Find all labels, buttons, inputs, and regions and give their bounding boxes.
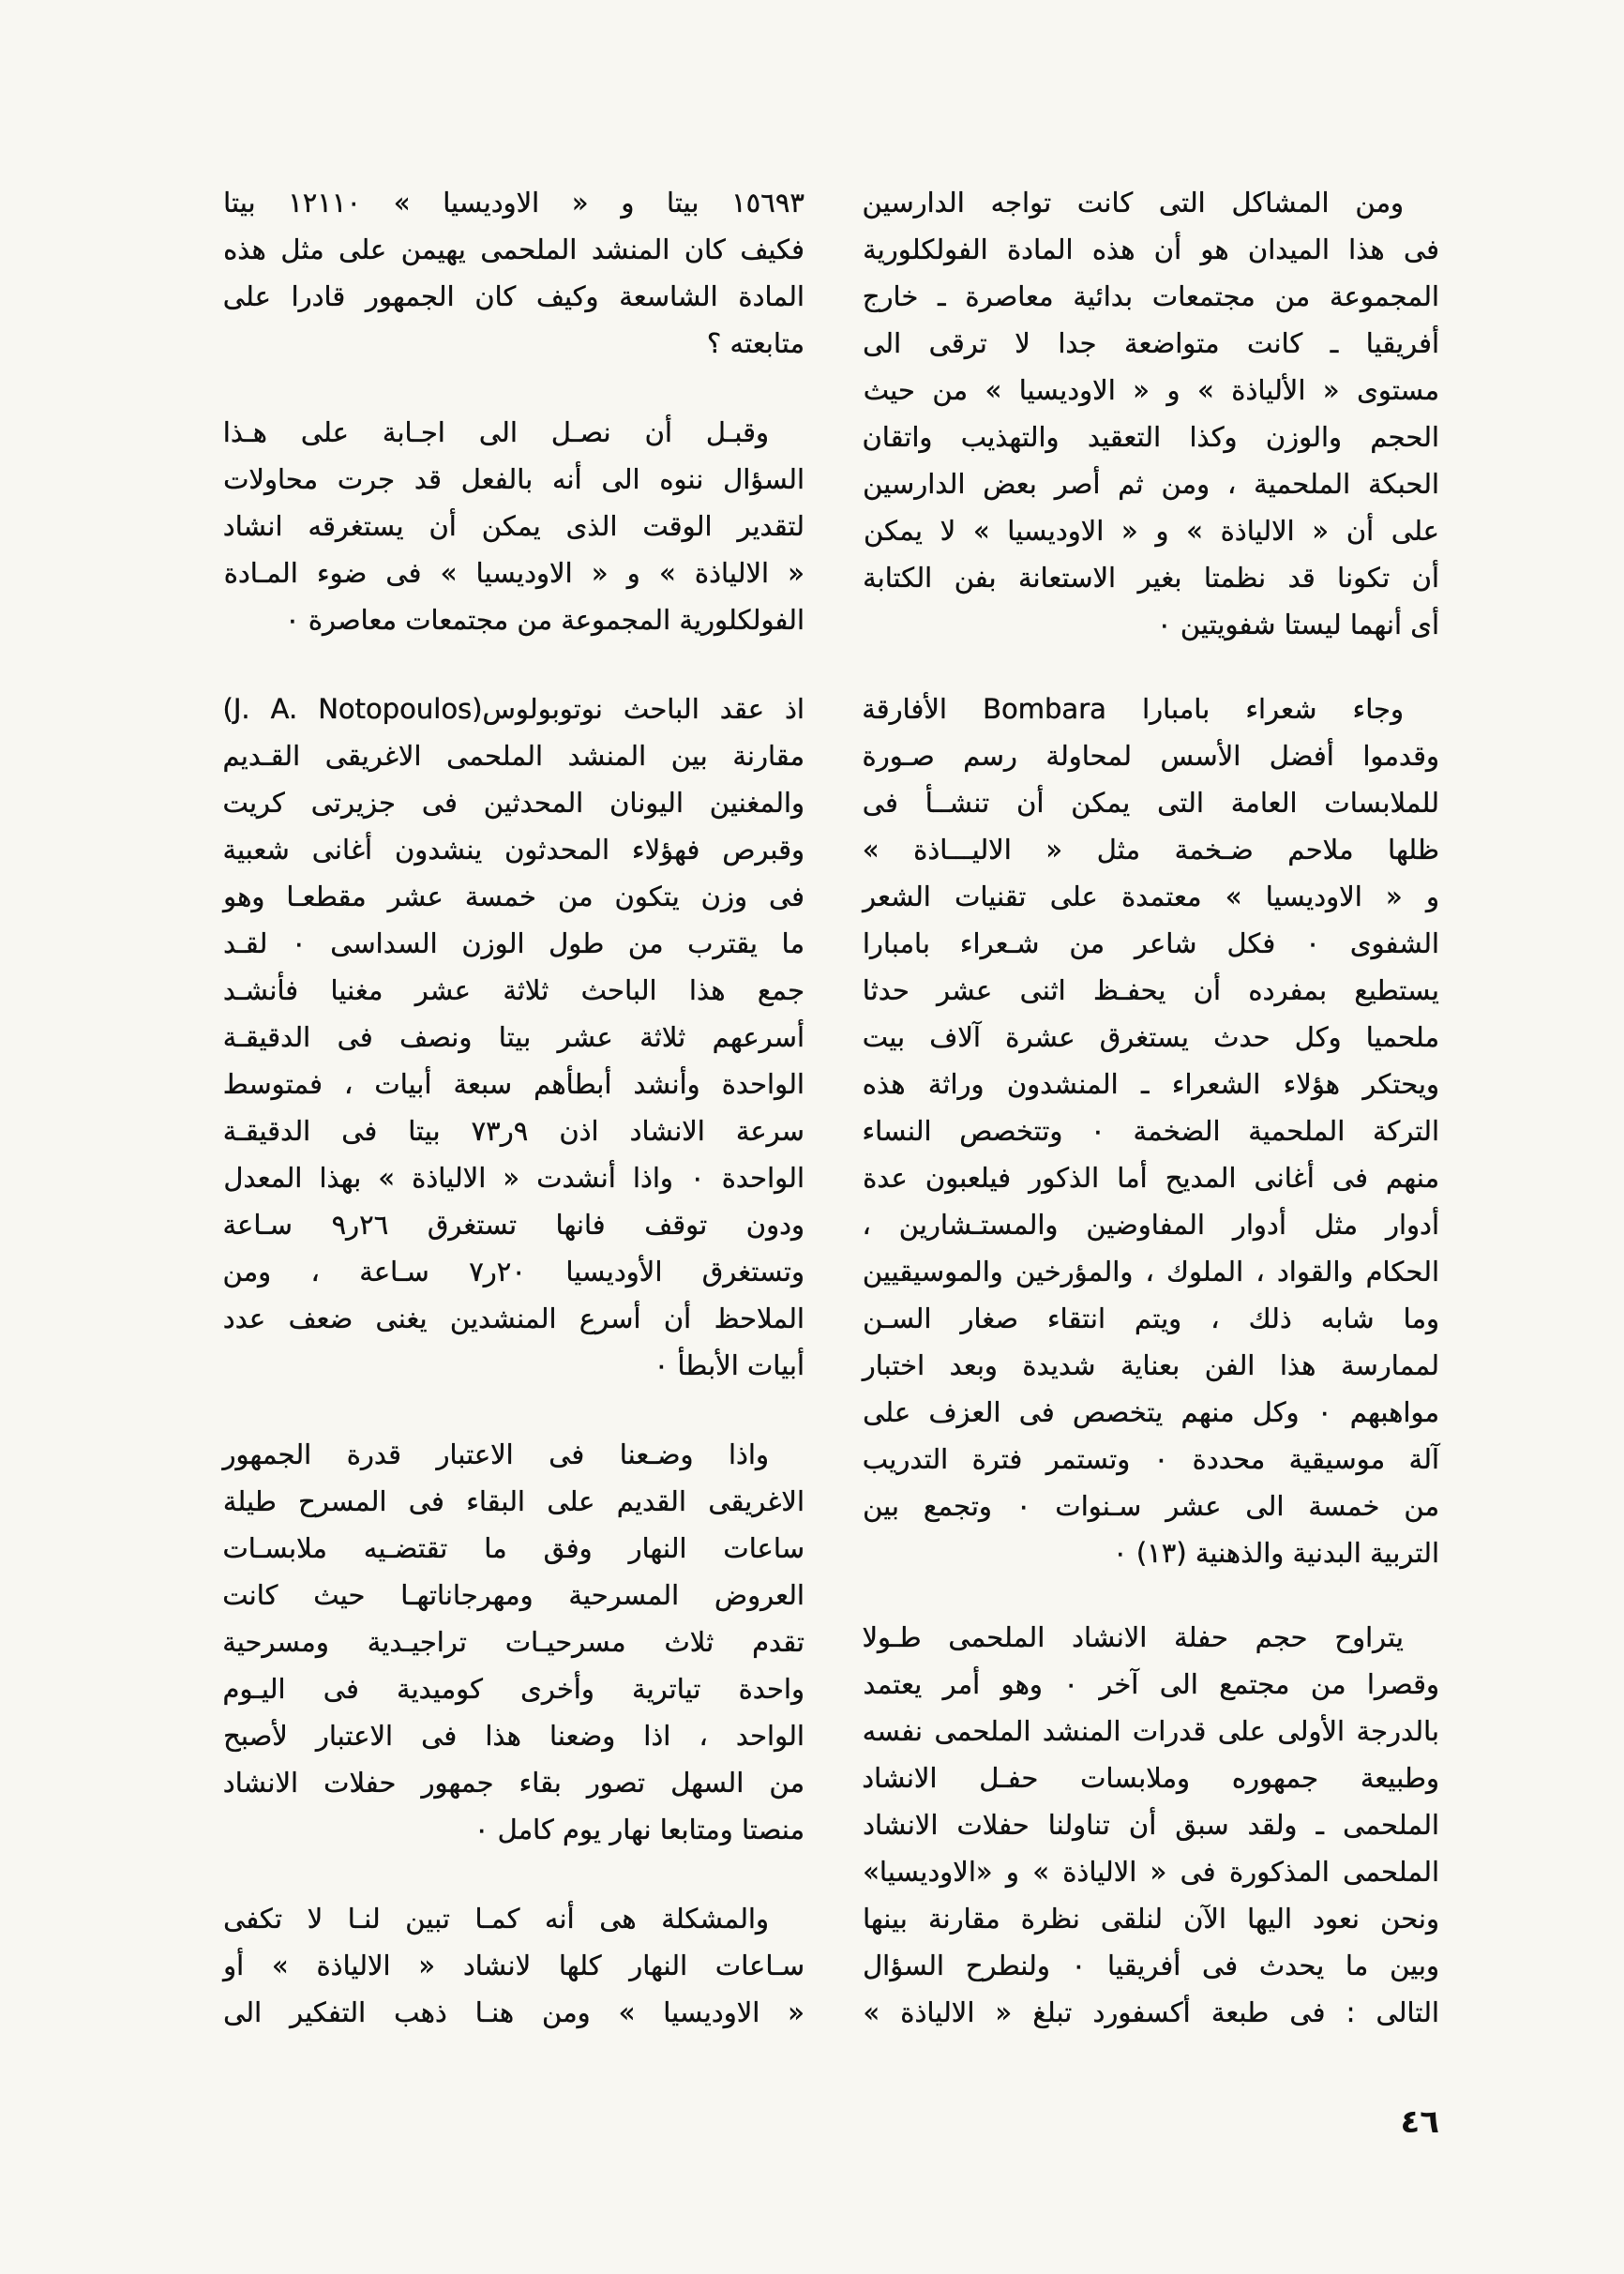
text-line: واذا وضـعنا فى الاعتبار قدرة الجمهور — [222, 1438, 769, 1470]
text-line: أبيات الأبطأ ٠ — [654, 1349, 804, 1381]
text-line: وتستغرق الأوديسيا ٢٠ر٧ سـاعة ، ومن — [222, 1256, 804, 1288]
text-line: أفريقيا ـ كانت متواضعة جدا لا ترقى الى — [863, 327, 1439, 359]
text-line: منهم فى أغانى المديح أما الذكور فيلعبون عدة — [863, 1162, 1439, 1194]
text-line: مقارنة بين المنشد الملحمى الاغريقى القـديم — [222, 740, 804, 772]
text-line: وقصرا من مجتمع الى آخر ٠ وهو أمر يعتمد — [863, 1668, 1439, 1700]
text-line: وقدموا أفضل الأسس لمحاولة رسم صـورة — [862, 740, 1439, 772]
text-line: ومن المشاكل التى كانت تواجه الدارسين — [862, 187, 1404, 218]
paragraph — [221, 1895, 804, 2036]
paragraph — [861, 1614, 1439, 2036]
text-line: جمع هذا الباحث ثلاثة عشر مغنيا فأنشـد — [222, 974, 804, 1006]
text-line: يتراوح حجم حفلة الانشاد الملحمى طـولا — [862, 1621, 1404, 1653]
text-line: أدوار مثل أدوار المفاوضين والمستـشارين ، — [862, 1209, 1439, 1241]
text-line: ما يقترب من طول الوزن السداسى ٠ لقـد — [223, 927, 804, 959]
text-line: أى أنهما ليستا شفويتين ٠ — [1157, 609, 1439, 640]
page-number: ٤٦ — [1400, 2103, 1439, 2141]
text-line: وجاء شعراء بامبارا Bombara الأفارقة — [862, 693, 1404, 725]
text-line: أسرعهم ثلاثة عشر بيتا ونصف فى الدقيقـة — [222, 1021, 804, 1053]
text-line: الملحمى المذكورة فى « الالياذة » و «الاوديسيا» — [863, 1856, 1439, 1888]
text-line: والمشكلة هى أنه كمـا تبين لنـا لا تكفى — [223, 1903, 769, 1935]
paragraph — [221, 409, 804, 643]
paragraph — [861, 685, 1439, 1576]
text-line: والمغنين اليونان المحدثين فى جزيرتى كريت — [222, 787, 804, 819]
text-line: من السهل تصور بقاء جمهور حفلات الانشاد — [222, 1767, 804, 1799]
text-line: السؤال ننوه الى أنه بالفعل قد جرت محاولات — [223, 463, 804, 495]
text-line: الواحد ، اذا وضعنا هذا فى الاعتبار لأصبح — [223, 1720, 804, 1752]
text-line: الشفوى ٠ فكل شاعر من شـعراء بامبارا — [862, 927, 1439, 959]
text-line: سرعة الانشاد اذن ٩ر٧٣ بيتا فى الدقيقـة — [222, 1115, 804, 1147]
text-line: وطبيعة جمهوره وملابسات حفـل الانشاد — [862, 1762, 1439, 1794]
text-line: و « الاوديسيا » معتمدة على تقنيات الشعر — [863, 881, 1439, 912]
text-line: الملاحظ أن أسرع المنشدين يغنى ضعف عدد — [222, 1303, 804, 1334]
text-line: المجموعة من مجتمعات بدائية معاصرة ـ خارج — [862, 280, 1439, 312]
text-line: أن تكونا قد نظمتا بغير الاستعانة بفن الكتابة — [863, 562, 1439, 594]
text-line: للملابسات العامة التى يمكن أن تنشــأ فى — [862, 787, 1439, 819]
text-line: وبين ما يحدث فى أفريقيا ٠ ولنطرح السؤال — [863, 1950, 1439, 1981]
text-line: تقدم ثلاث مسرحيـات تراجيـدية ومسرحية — [222, 1626, 804, 1658]
paragraph — [221, 685, 804, 1389]
text-line: الحكام والقواد ، الملوك ، والمؤرخين والموسيقيين — [862, 1256, 1439, 1288]
text-line: المادة الشاسعة وكيف كان الجمهور قادرا على — [222, 280, 804, 312]
text-line: الفولكلورية المجموعة من مجتمعات معاصرة ٠ — [285, 604, 804, 636]
paragraph — [221, 1431, 804, 1853]
text-line: واحدة تياترية وأخرى كوميدية فى اليـوم — [222, 1673, 804, 1705]
paragraph — [861, 179, 1439, 648]
text-line: الاغريقى القديم على البقاء فى المسرح طيلة — [222, 1485, 804, 1517]
text-line: ويحتكر هؤلاء الشعراء ـ المنشدون وراثة هذه — [862, 1068, 1439, 1100]
text-line: ظلها ملاحم ضـخمة مثل « الاليـــاذة » — [862, 834, 1439, 866]
text-line: لممارسة هذا الفن بعناية شديدة وبعد اختبار — [862, 1349, 1439, 1381]
left-column — [221, 179, 804, 2036]
text-line: منصتا ومتابعا نهار يوم كامل ٠ — [474, 1814, 804, 1845]
text-line: متابعته ؟ — [706, 327, 804, 359]
text-line: الواحدة ٠ واذا أنشدت « الالياذة » بهذا المعدل — [223, 1162, 804, 1194]
text-line: آلة موسيقية محددة ٠ وتستمر فترة التدريب — [862, 1443, 1439, 1475]
text-line: الملحمى ـ ولقد سبق أن تناولنا حفلات الانشاد — [863, 1809, 1439, 1841]
right-column — [861, 179, 1439, 2036]
text-line: على أن « الالياذة » و « الاوديسيا » لا يمكن — [864, 515, 1439, 547]
text-line: فى وزن يتكون من خمسة عشر مقطعـا وهو — [223, 881, 804, 912]
text-line: اذ عقد الباحث نوتوبولوس(J. A. Notopoulos) — [222, 693, 804, 725]
text-line: وقبـل أن نصـل الى اجـابة على هـذا — [222, 416, 769, 448]
text-line: لتقدير الوقت الذى يمكن أن يستغرقه انشاد — [222, 510, 804, 542]
text-line: الحبكة الملحمية ، ومن ثم أصر بعض الدارسين — [863, 468, 1439, 500]
text-line: العروض المسرحية ومهرجاناتهـا حيث كانت — [222, 1579, 804, 1611]
text-line: مستوى « الألياذة » و « الاوديسيا » من حيث — [863, 374, 1439, 406]
text-line: التربية البدنية والذهنية (١٣) ٠ — [1113, 1537, 1439, 1569]
text-line: « الالياذة » و « الاوديسيا » فى ضوء المـادة — [223, 557, 804, 589]
text-line: مواهبهم ٠ وكل منهم يتخصص فى العزف على — [863, 1396, 1439, 1428]
text-line: سـاعات النهار كلها لانشاد « الالياذة » أو — [223, 1950, 804, 1981]
text-line: يستطيع بمفرده أن يحفـظ اثنى عشر حدثا — [862, 974, 1439, 1006]
text-line: ١٥٦٩٣ بيتا و « الاوديسيا » ١٢١١٠ بيتا — [223, 187, 804, 218]
text-line: ملحميا وكل حدث يستغرق عشرة آلاف بيت — [862, 1021, 1439, 1053]
text-line: التالى : فى طبعة أكسفورد تبلغ « الالياذة » — [863, 1996, 1439, 2028]
text-line: من خمسة الى عشر سـنوات ٠ وتجمع بين — [863, 1490, 1439, 1522]
text-line: فى هذا الميدان هو أن هذه المادة الفولكلورية — [863, 233, 1439, 265]
text-line: « الاوديسيا » ومن هنـا ذهب التفكير الى — [223, 1996, 804, 2028]
text-line: فكيف كان المنشد الملحمى يهيمن على مثل هذه — [223, 233, 804, 265]
text-line: ساعات النهار وفق ما تقتضـيه ملابسـات — [222, 1532, 804, 1564]
text-line: التركة الملحمية الضخمة ٠ وتتخصص النساء — [862, 1115, 1439, 1147]
text-line: ونحن نعود اليها الآن لنلقى نظرة مقارنة بينها — [863, 1903, 1439, 1935]
text-line: الواحدة وأنشد أبطأهم سبعة أبيات ، فمتوسط — [222, 1068, 804, 1100]
text-line: وما شابه ذلك ، ويتم انتقاء صغار السـن — [863, 1303, 1439, 1334]
text-line: وقبرص فهؤلاء المحدثون ينشدون أغانى شعبية — [222, 834, 804, 866]
paragraph — [221, 179, 804, 367]
text-line: بالدرجة الأولى على قدرات المنشد الملحمى نفسه — [862, 1715, 1439, 1747]
text-line: ودون توقف فانها تستغرق ٢٦ر٩ سـاعة — [222, 1209, 804, 1241]
text-line: الحجم والوزن وكذا التعقيد والتهذيب واتقان — [862, 421, 1439, 453]
